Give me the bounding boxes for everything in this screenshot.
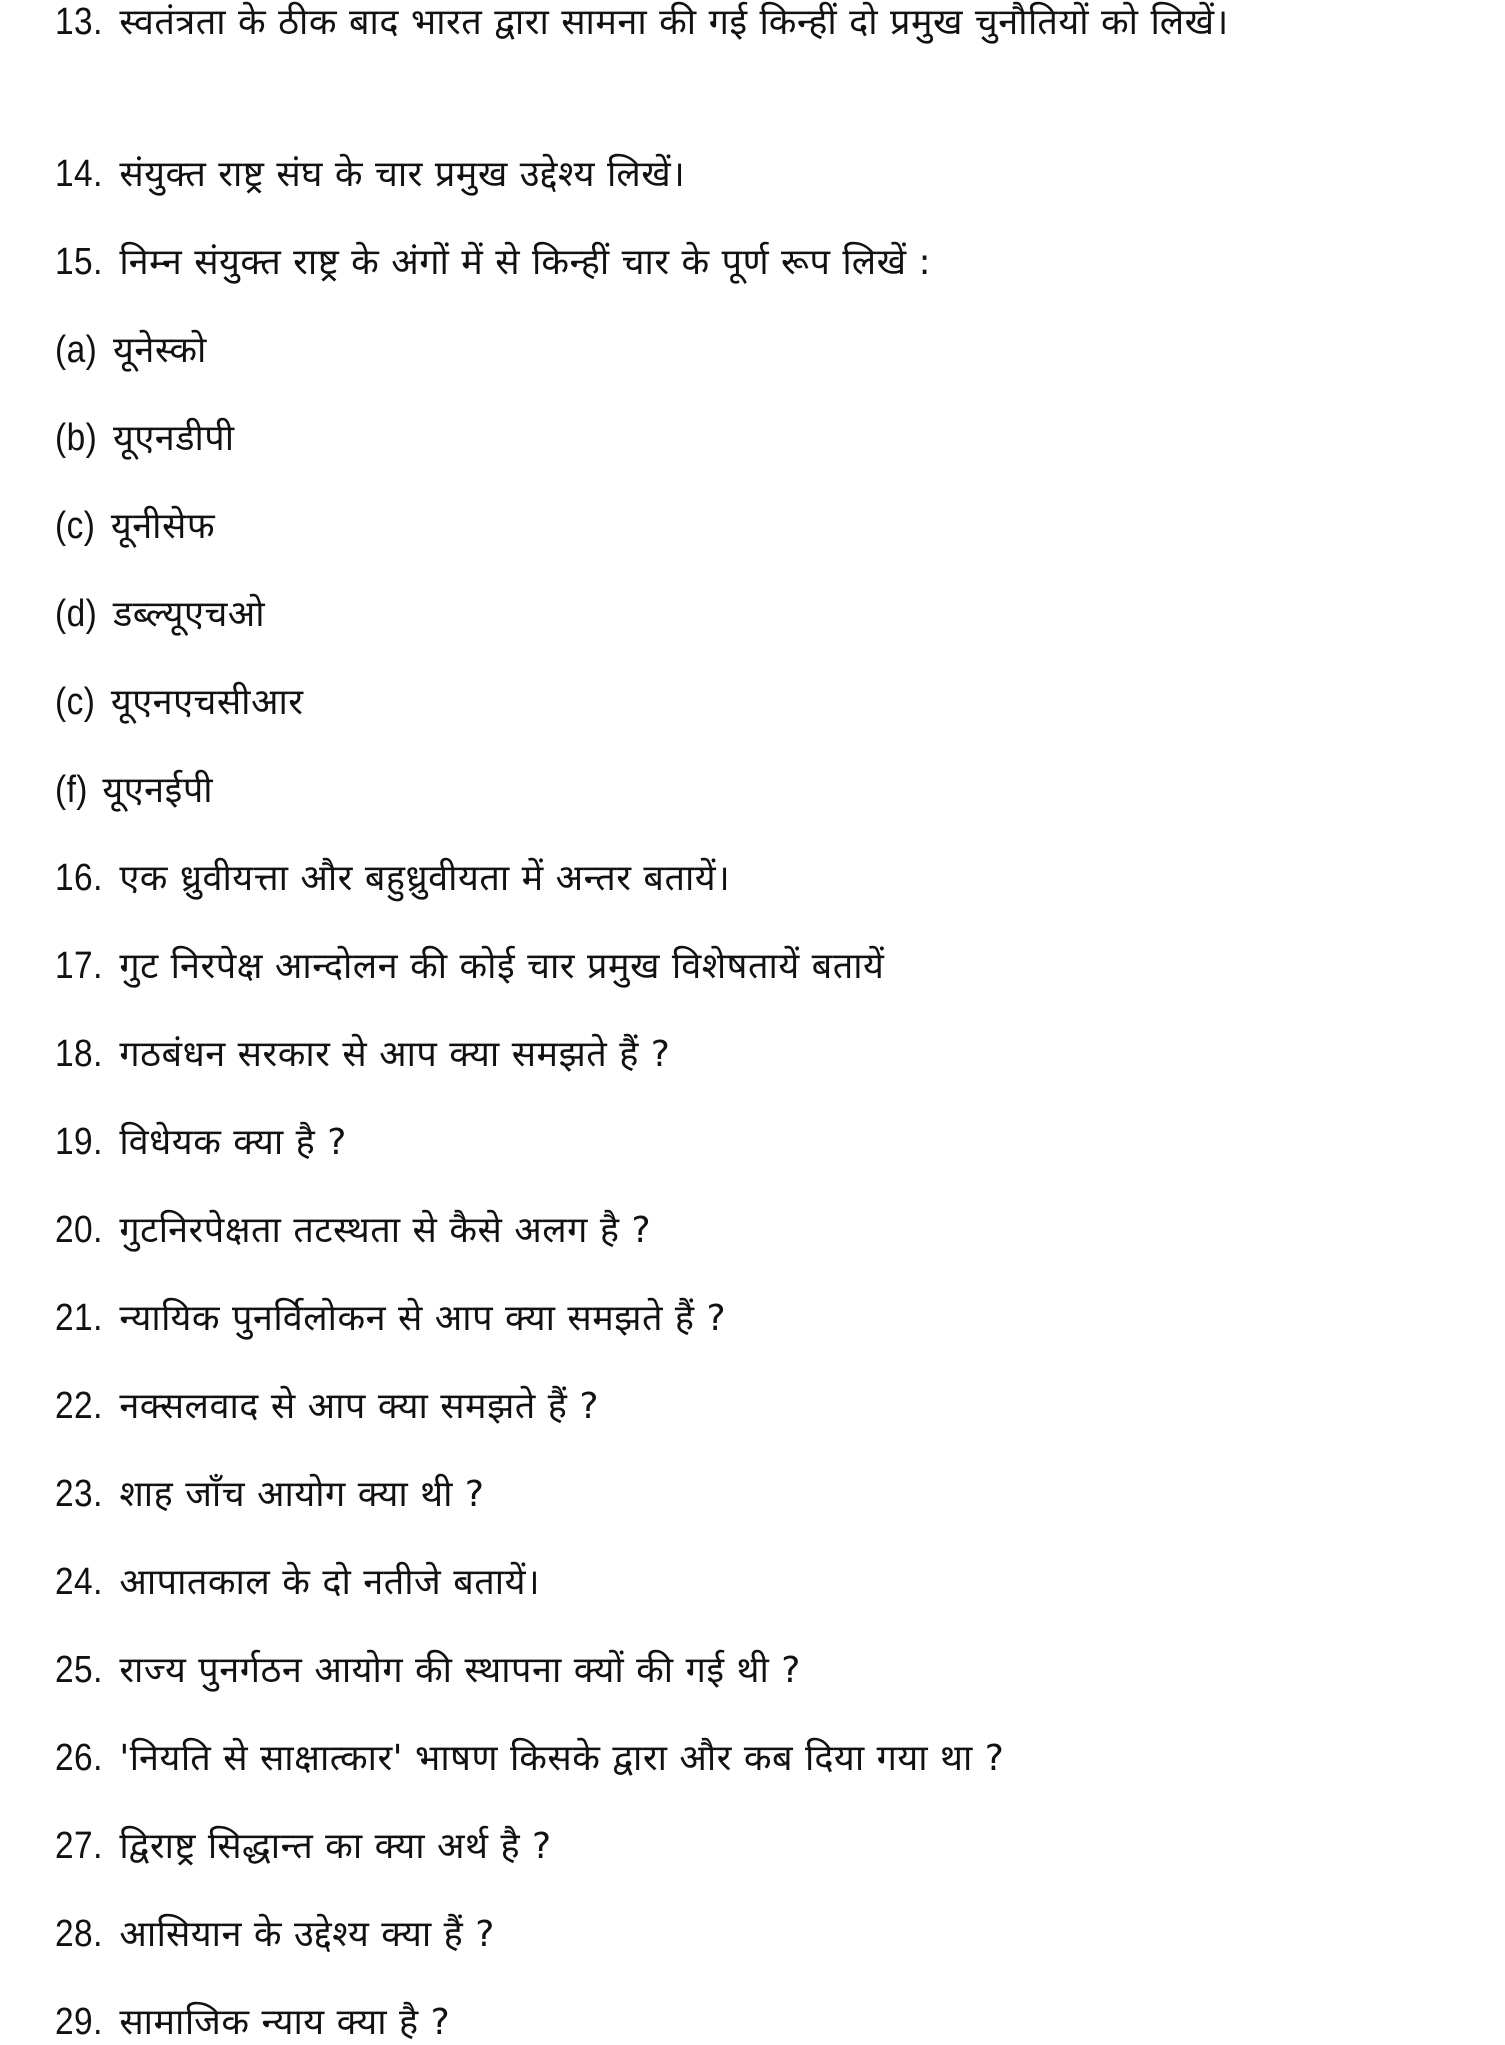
question-number: 23.: [55, 1473, 103, 1515]
question-22: [55, 1384, 599, 1429]
question-text: संयुक्त राष्ट्र संघ के चार प्रमुख उद्देश्य लिखें।: [119, 154, 686, 195]
question-text: राज्य पुनर्गठन आयोग की स्थापना क्यों की गई थी ?: [119, 1650, 801, 1691]
question-28: [55, 1912, 495, 1957]
question-number: 15.: [55, 241, 103, 283]
option-a: [55, 328, 207, 373]
question-text: गठबंधन सरकार से आप क्या समझते हैं ?: [119, 1034, 671, 1075]
question-number: 18.: [55, 1033, 103, 1075]
question-text: स्वतंत्रता के ठीक बाद भारत द्वारा सामना की गई किन्हीं दो प्रमुख चुनौतियों को लिखें।: [119, 2, 1229, 43]
question-number: 28.: [55, 1913, 103, 1955]
question-14: [55, 152, 685, 197]
question-24: [55, 1560, 540, 1605]
question-16: [55, 856, 730, 901]
question-text: द्विराष्ट्र सिद्धान्त का क्या अर्थ है ?: [119, 1826, 552, 1867]
question-text: न्यायिक पुनर्विलोकन से आप क्या समझते हैं ?: [119, 1298, 727, 1339]
question-21: [55, 1296, 726, 1341]
question-20: [55, 1208, 651, 1253]
question-26: [55, 1736, 1004, 1781]
question-text: गुटनिरपेक्षता तटस्थता से कैसे अलग है ?: [119, 1210, 652, 1251]
option-label: (a): [55, 329, 98, 371]
option-label: (f): [55, 769, 88, 811]
question-number: 25.: [55, 1649, 103, 1691]
option-f: [55, 768, 213, 813]
question-23: [55, 1472, 485, 1517]
question-number: 24.: [55, 1561, 103, 1603]
question-25: [55, 1648, 801, 1693]
question-18: [55, 1032, 670, 1077]
option-text: यूएनईपी: [102, 770, 214, 811]
option-label: (c): [55, 681, 96, 723]
question-text: आसियान के उद्देश्य क्या हैं ?: [119, 1914, 495, 1955]
question-number: 17.: [55, 945, 103, 987]
option-label: (d): [55, 593, 98, 635]
question-number: 27.: [55, 1825, 103, 1867]
question-text: शाह जाँच आयोग क्या थी ?: [119, 1474, 485, 1515]
option-c: [55, 504, 215, 549]
question-text: 'नियति से साक्षात्कार' भाषण किसके द्वारा और कब दिया गया था ?: [119, 1738, 1005, 1779]
question-number: 22.: [55, 1385, 103, 1427]
option-text: डब्ल्यूएचओ: [112, 594, 266, 635]
option-b: [55, 416, 235, 461]
option-text: यूएनडीपी: [112, 418, 235, 459]
question-27: [55, 1824, 552, 1869]
question-text: नक्सलवाद से आप क्या समझते हैं ?: [119, 1386, 599, 1427]
option-text: यूएनएचसीआर: [110, 682, 304, 723]
option-text: यूनीसेफ: [110, 506, 216, 547]
question-number: 26.: [55, 1737, 103, 1779]
question-29: [55, 2000, 450, 2045]
question-text: विधेयक क्या है ?: [119, 1122, 347, 1163]
question-number: 13.: [55, 1, 103, 43]
question-text: गुट निरपेक्ष आन्दोलन की कोई चार प्रमुख विशेषतायें बतायें: [119, 946, 885, 987]
option-label: (b): [55, 417, 98, 459]
question-13: [55, 0, 1450, 67]
question-number: 29.: [55, 2001, 103, 2043]
question-number: 21.: [55, 1297, 103, 1339]
option-e: [55, 680, 304, 725]
question-number: 20.: [55, 1209, 103, 1251]
question-text: आपातकाल के दो नतीजे बतायें।: [119, 1562, 541, 1603]
question-text: एक ध्रुवीयत्ता और बहुध्रुवीयता में अन्तर बतायें।: [119, 858, 731, 899]
option-d: [55, 592, 265, 637]
option-label: (c): [55, 505, 96, 547]
question-number: 14.: [55, 153, 103, 195]
question-text: सामाजिक न्याय क्या है ?: [119, 2002, 451, 2043]
question-17: [55, 944, 884, 989]
question-15: [55, 240, 931, 285]
question-number: 19.: [55, 1121, 103, 1163]
question-19: [55, 1120, 347, 1165]
option-text: यूनेस्को: [112, 330, 207, 371]
question-number: 16.: [55, 857, 103, 899]
question-text: निम्न संयुक्त राष्ट्र के अंगों में से किन्हीं चार के पूर्ण रूप लिखें :: [119, 242, 932, 283]
